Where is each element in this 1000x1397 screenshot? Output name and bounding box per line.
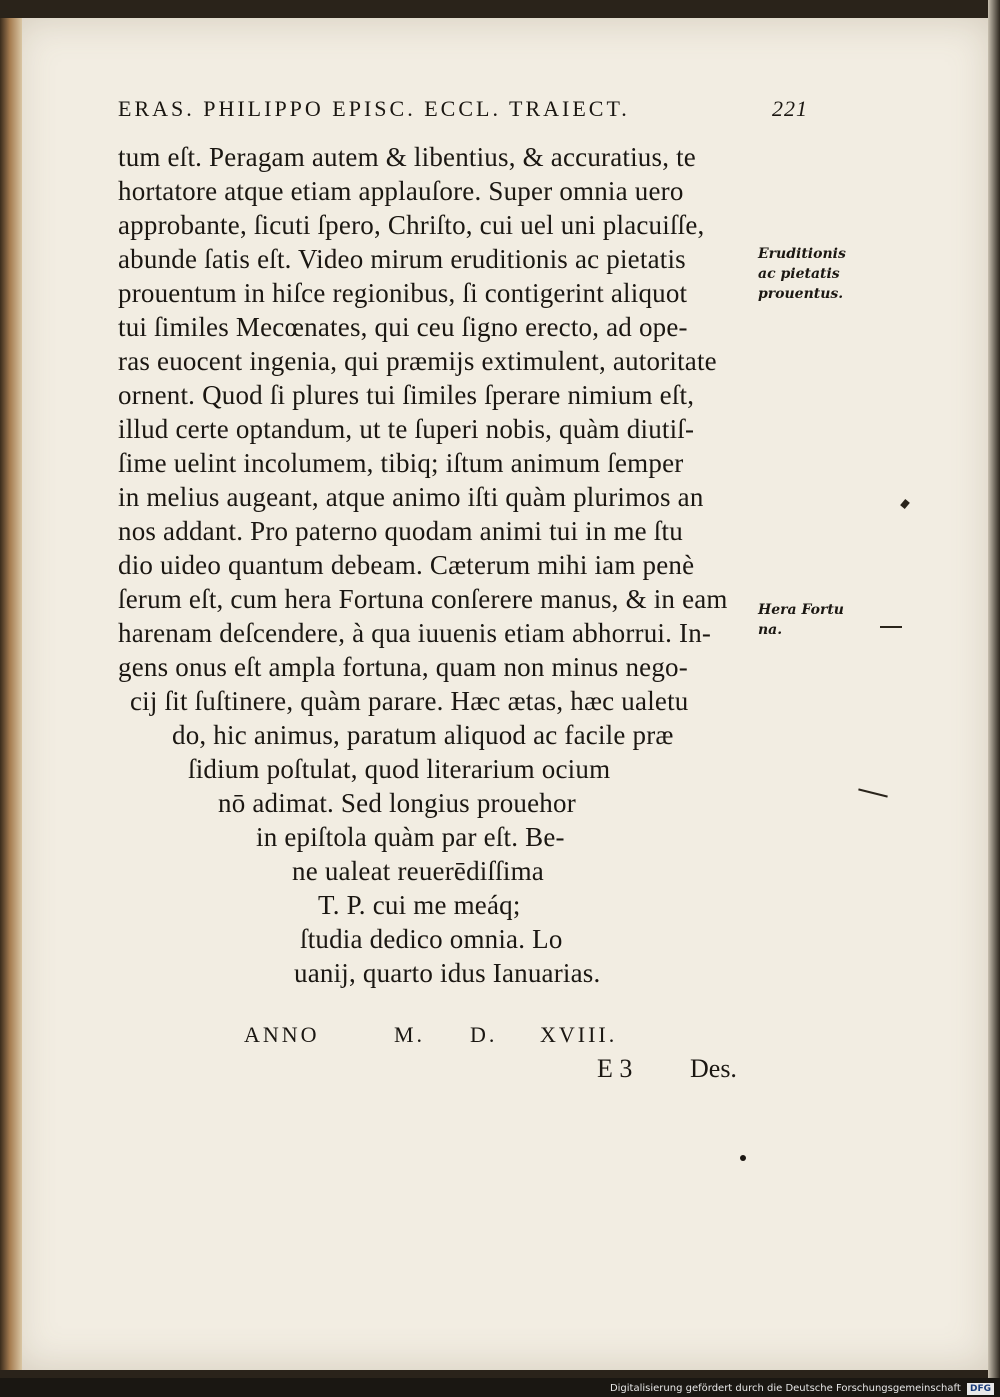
catchword: Des. bbox=[690, 1054, 737, 1083]
text-line: harenam deſcendere, à qua iuuenis etiam abhorrui. In- bbox=[118, 618, 712, 648]
marginal-note-line: Eruditionis bbox=[758, 246, 846, 262]
text-line: ſidium poſtulat, quod literarium ocium bbox=[188, 754, 611, 784]
page-number: 221 bbox=[772, 96, 808, 121]
ink-dot bbox=[740, 1155, 746, 1161]
text-line: T. P. cui me meáq; bbox=[318, 890, 521, 920]
text-line: nos addant. Pro paterno quodam animi tui in me ſtu bbox=[118, 516, 683, 546]
binding-edge bbox=[0, 18, 22, 1370]
text-line: gens onus eſt ampla fortuna, quam non minus nego- bbox=[118, 652, 688, 682]
text-line: in epiſtola quàm par eſt. Be- bbox=[256, 822, 565, 852]
signature-mark: E 3 bbox=[597, 1054, 633, 1083]
running-head bbox=[118, 96, 808, 122]
running-head-title: ERAS. PHILIPPO EPISC. ECCL. TRAIECT. bbox=[118, 96, 630, 121]
ink-mark bbox=[880, 626, 902, 628]
marginal-note-line: prouentus. bbox=[758, 286, 844, 302]
text-line: dio uideo quantum debeam. Cæterum mihi iam penè bbox=[118, 550, 695, 580]
marginal-note-line: na. bbox=[758, 622, 783, 638]
text-line: prouentum in hiſce regionibus, ſi contigerint aliquot bbox=[118, 278, 688, 308]
text-line: tum eſt. Peragam autem & libentius, & accuratius, te bbox=[118, 142, 696, 172]
date-d: D. bbox=[470, 1022, 498, 1047]
text-line: ne ualeat reuerēdiſſima bbox=[292, 856, 544, 886]
text-line: hortatore atque etiam applauſore. Super omnia uero bbox=[118, 176, 684, 206]
text-line: ſtudia dedico omnia. Lo bbox=[300, 924, 563, 954]
text-line: in melius augeant, atque animo iſti quàm plurimos an bbox=[118, 482, 704, 512]
text-line: ornent. Quod ſi plures tui ſimiles ſperare nimium eſt, bbox=[118, 380, 695, 410]
text-line: ras euocent ingenia, qui præmijs extimulent, autoritate bbox=[118, 346, 717, 376]
marginal-note-hera-fortuna bbox=[758, 600, 844, 640]
text-line: cij ſit ſuſtinere, quàm parare. Hæc ætas, hæc ualetu bbox=[130, 686, 689, 716]
page-edge bbox=[988, 0, 1000, 1378]
text-line: ſime uelint incolumem, tibiq; iſtum animum ſemper bbox=[118, 448, 684, 478]
text-line: ſerum eſt, cum hera Fortuna conſerere manus, & in eam bbox=[118, 584, 728, 614]
date-anno: ANNO bbox=[244, 1022, 320, 1047]
text-line: uanij, quarto idus Ianuarias. bbox=[294, 958, 601, 988]
text-line: abunde ſatis eſt. Video mirum eruditionis ac pietatis bbox=[118, 244, 686, 274]
footer-text: Digitalisierung gefördert durch die Deutsche Forschungsgemeinschaft bbox=[609, 1383, 961, 1394]
date-year: XVIII. bbox=[540, 1022, 618, 1047]
marginal-note-line: Hera Fortu bbox=[758, 602, 844, 618]
text-line: illud certe optandum, ut te ſuperi nobis, quàm diutiſ- bbox=[118, 414, 695, 444]
text-line: approbante, ſicuti ſpero, Chriſto, cui uel uni placuiſſe, bbox=[118, 210, 705, 240]
text-line: do, hic animus, paratum aliquod ac facile præ bbox=[172, 720, 674, 750]
date-m: M. bbox=[394, 1022, 426, 1047]
text-line: tui ſimiles Mecœnates, qui ceu ſigno erecto, ad ope- bbox=[118, 312, 688, 342]
marginal-note-line: ac pietatis bbox=[758, 266, 840, 282]
marginal-note-eruditionis bbox=[758, 244, 846, 304]
dfg-logo: DFG bbox=[967, 1383, 994, 1395]
text-line: nō adimat. Sed longius prouehor bbox=[218, 788, 576, 818]
digitization-footer bbox=[610, 1380, 994, 1397]
